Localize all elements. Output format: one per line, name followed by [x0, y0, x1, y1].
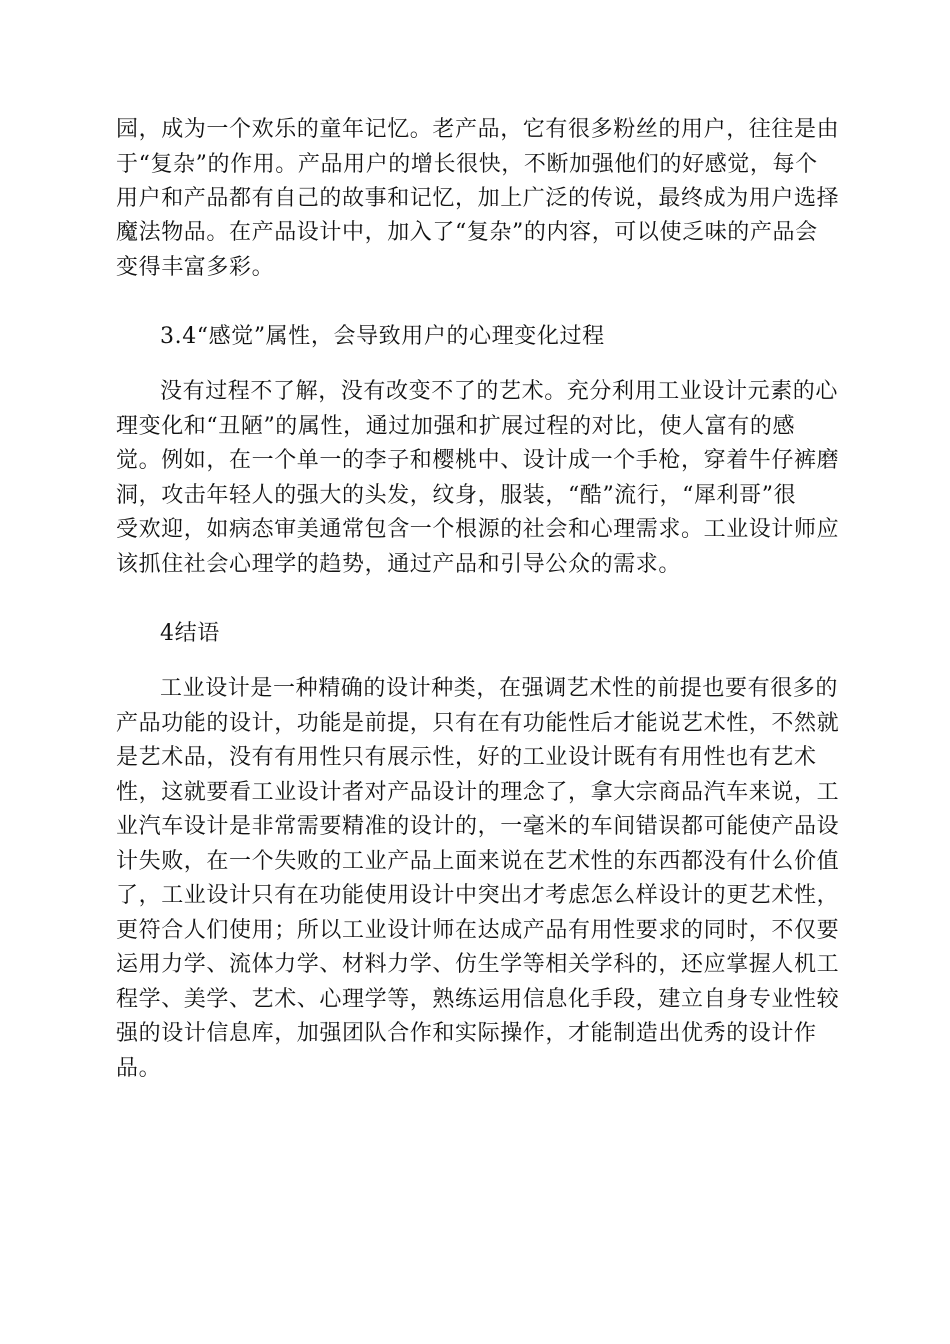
text-line: 计失败，在一个失败的工业产品上面来说在艺术性的东西都没有什么价值: [116, 849, 840, 874]
text-line: 于“复杂”的作用。产品用户的增长很快，不断加强他们的好感觉，每个: [116, 152, 818, 177]
text-line: 运用力学、流体力学、材料力学、仿生学等相关学科的，还应掌握人机工: [116, 952, 840, 977]
text-line: 品。: [116, 1056, 162, 1081]
section-heading-3-4: 3.4“感觉”属性，会导致用户的心理变化过程: [160, 324, 605, 349]
text-line: 没有过程不了解，没有改变不了的艺术。充分利用工业设计元素的心: [160, 379, 839, 404]
text-line: 用户和产品都有自己的故事和记忆，加上广泛的传说，最终成为用户选择: [116, 186, 840, 211]
text-line: 变得丰富多彩。: [116, 255, 275, 280]
text-line: 魔法物品。在产品设计中，加入了“复杂”的内容，可以使乏味的产品会: [116, 220, 818, 245]
text-line: 理变化和“丑陋”的属性，通过加强和扩展过程的对比，使人富有的感: [116, 414, 796, 439]
text-line: 业汽车设计是非常需要精准的设计的，一毫米的车间错误都可能使产品设: [116, 814, 840, 839]
text-line: 受欢迎，如病态审美通常包含一个根源的社会和心理需求。工业设计师应: [116, 517, 840, 542]
section-heading-4: 4结语: [160, 621, 220, 646]
text-line: 工业设计是一种精确的设计种类，在强调艺术性的前提也要有很多的: [160, 676, 839, 701]
text-line: 洞，攻击年轻人的强大的头发，纹身，服装，“酷”流行，“犀利哥”很: [116, 483, 797, 508]
text-line: 该抓住社会心理学的趋势，通过产品和引导公众的需求。: [116, 552, 682, 577]
text-line: 园，成为一个欢乐的童年记忆。老产品，它有很多粉丝的用户，往往是由: [116, 117, 840, 142]
text-line: 程学、美学、艺术、心理学等，熟练运用信息化手段，建立自身专业性较: [116, 987, 840, 1012]
text-line: 是艺术品，没有有用性只有展示性，好的工业设计既有有用性也有艺术: [116, 745, 817, 770]
text-line: 更符合人们使用；所以工业设计师在达成产品有用性要求的同时，不仅要: [116, 918, 840, 943]
text-line: 产品功能的设计，功能是前提，只有在有功能性后才能说艺术性，不然就: [116, 711, 840, 736]
text-line: 强的设计信息库，加强团队合作和实际操作，才能制造出优秀的设计作: [116, 1021, 817, 1046]
text-line: 了，工业设计只有在功能使用设计中突出才考虑怎么样设计的更艺术性，: [116, 883, 840, 908]
text-line: 性，这就要看工业设计者对产品设计的理念了，拿大宗商品汽车来说，工: [116, 780, 840, 805]
text-line: 觉。例如，在一个单一的李子和樱桃中、设计成一个手枪，穿着牛仔裤磨: [116, 448, 840, 473]
